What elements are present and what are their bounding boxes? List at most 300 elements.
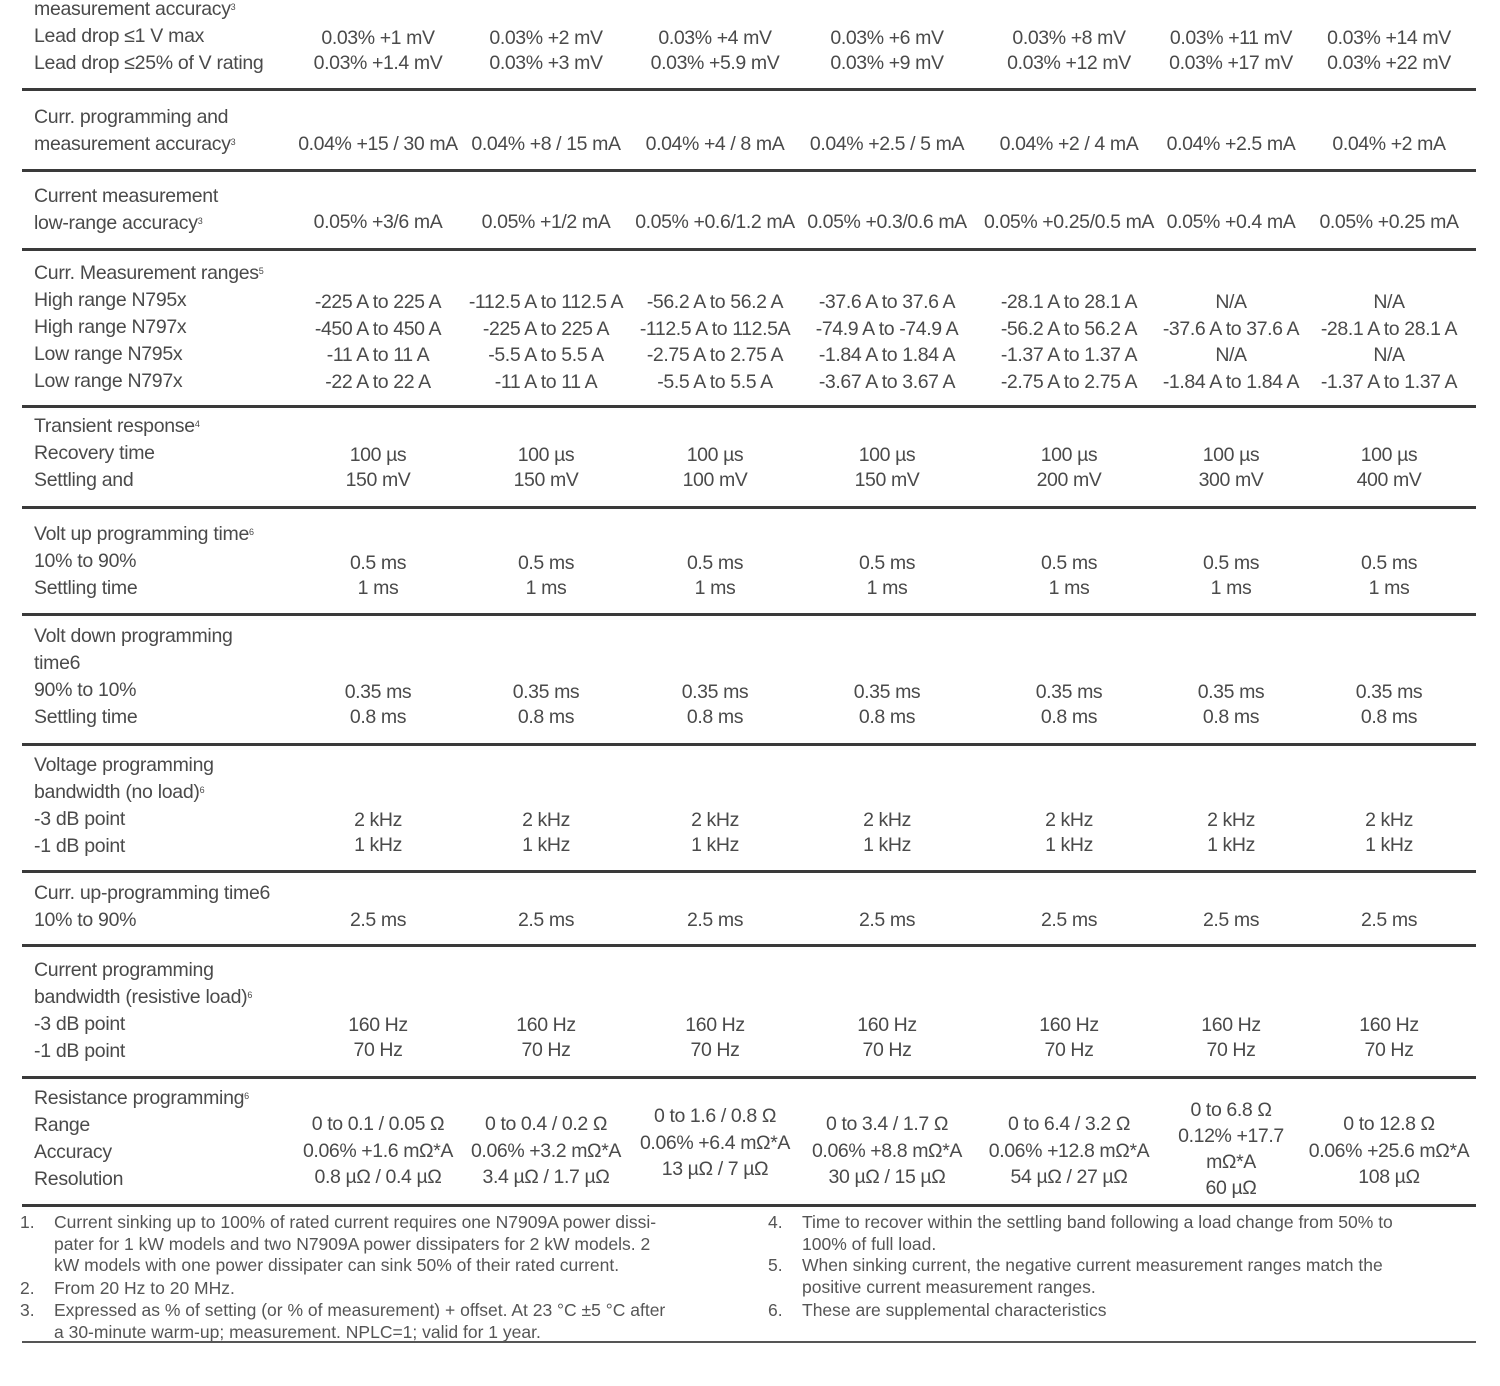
value-cell [345,680,412,730]
row-label-line [34,1085,314,1112]
value-text: 0 to 0.1 / 0.05 Ω [311,1113,445,1135]
row-label-line [34,623,314,650]
value-cell [1178,1097,1284,1201]
row-label-line [34,677,314,704]
footnote-number: 6. [768,1300,783,1320]
value-text: 1 ms [866,577,908,599]
value-text: 0.03% +6 mV [830,27,944,49]
value-text: 2 kHz [691,809,739,831]
value-text: 100 µs [686,444,744,466]
value-text: 2.5 ms [1202,909,1260,931]
value-text: N/A [1373,344,1405,366]
row-label-line [34,833,314,860]
row-divider [22,1204,1476,1207]
value-text: 160 Hz [1039,1014,1099,1036]
value-text: 0.03% +22 mV [1327,52,1451,74]
value-cell [989,1111,1149,1191]
value-cell [314,210,443,235]
value-text: 70 Hz [1044,1039,1094,1061]
row-label-text: Volt down programming [34,625,233,647]
footnote-text [802,1255,1383,1298]
value-text: 2 kHz [863,809,911,831]
value-cell [518,551,574,601]
value-text: -56.2 A to 56.2 A [646,291,784,313]
value-cell [1037,443,1102,493]
value-text: 2.5 ms [349,909,407,931]
value-text: -56.2 A to 56.2 A [1000,317,1138,340]
value-cell [1199,443,1264,493]
value-cell [1167,132,1296,157]
value-cell [646,132,785,157]
value-text: 0.5 ms [349,552,407,574]
row-label-text: time6 [34,652,81,674]
row-divider [22,88,1476,91]
value-cell [489,26,602,76]
value-text: 0.04% +2.5 mA [1166,133,1296,155]
footnote-line: Time to recover within the settling band following a load change from 50% to [802,1212,1393,1232]
value-text: 2 kHz [354,809,402,831]
value-text: 0.03% +17 mV [1169,52,1293,74]
value-text: 0.04% +2 / 4 mA [999,133,1139,155]
value-text: 0.5 ms [858,552,916,574]
value-cell [1327,26,1451,76]
value-text: -22 A to 22 A [325,370,431,393]
value-cell [859,908,915,933]
value-text: -225 A to 225 A [314,291,442,313]
value-text: 0.03% +8 mV [1012,27,1126,49]
value-cell [516,1013,575,1063]
value-text: 0.03% +2 mV [489,27,603,49]
value-text: -37.6 A to 37.6 A [1162,317,1300,340]
value-cell [691,808,739,858]
value-text: 0.12% +17.7 [1178,1125,1284,1147]
value-cell [469,289,623,395]
row-label-text: Volt up programming time [34,523,249,545]
value-text: 0.04% +8 / 15 mA [471,133,621,155]
value-text: 160 Hz [685,1014,745,1036]
row-label-text: 10% to 90% [34,909,137,931]
row-label-text: Range [34,1114,90,1136]
value-cell [1001,289,1137,395]
row-label-line [34,23,314,50]
row-label-volt-bw [34,752,314,860]
row-label-text: -3 dB point [34,1013,126,1035]
value-cell [1319,210,1458,235]
value-text: 0.05% +0.6/1.2 mA [635,211,795,233]
value-cell [314,26,443,76]
value-cell [855,443,920,493]
footnote-text [54,1300,665,1343]
value-text: 0.05% +3/6 mA [313,211,443,233]
value-cell [683,443,748,493]
row-divider [22,1076,1476,1079]
row-label-line [34,575,314,602]
value-cell [514,443,579,493]
row-label-line [34,50,314,77]
row-label-text: Transient response [34,415,195,437]
footnote-number: 5. [768,1255,783,1275]
value-text: 0.8 ms [349,706,407,728]
value-text: 0.06% +12.8 mΩ*A [988,1139,1150,1162]
value-cell [1039,1013,1098,1063]
value-cell [682,680,749,730]
value-text: 70 Hz [1206,1039,1256,1061]
row-label-line [34,704,314,731]
row-label-line [34,413,314,440]
row-label-curr-ranges [34,260,314,395]
value-text: 0.06% +8.8 mΩ*A [811,1139,963,1162]
value-cell [812,1111,962,1191]
value-text: -112.5 A to 112.5 A [468,291,624,313]
row-label-line [34,1139,314,1166]
value-cell [854,680,921,730]
row-label-resistance [34,1085,314,1193]
row-label-line [34,984,314,1011]
row-label-text: -1 dB point [34,835,126,857]
value-text: 0 to 6.8 Ω [1190,1099,1272,1121]
footnote-line: 100% of full load. [802,1233,937,1254]
row-divider [22,613,1476,616]
value-cell [1357,443,1422,493]
footnote-marker: 6 [248,527,254,537]
value-text: 2 kHz [1207,809,1255,831]
value-text: 70 Hz [862,1039,912,1061]
value-cell [1041,551,1097,601]
value-cell [303,1111,453,1191]
row-label-text: Curr. up-programming time6 [34,882,271,904]
value-text: -11 A to 11 A [494,370,598,393]
row-label-line [34,440,314,467]
value-cell [1000,132,1139,157]
value-cell [1041,908,1097,933]
footnote-line: These are supplemental characteristics [802,1300,1107,1320]
row-label-line [34,260,314,287]
value-text: 100 µs [349,444,407,466]
value-text: 0.06% +6.4 mΩ*A [639,1131,791,1154]
row-label-text: Curr. programming and [34,106,229,128]
row-label-text: Settling time [34,706,138,728]
row-label-text: Settling and [34,469,134,491]
value-cell [807,210,967,235]
value-text: 1 kHz [1045,834,1093,856]
value-cell [640,1103,790,1183]
row-label-text: Current programming [34,959,214,981]
row-label-line [34,467,314,494]
value-text: 0.8 ms [686,706,744,728]
value-text: 2.5 ms [1040,909,1098,931]
value-text: -28.1 A to 28.1 A [1000,291,1138,313]
footnote-line: From 20 Hz to 20 MHz. [54,1278,235,1298]
footnote-number: 4. [768,1212,783,1232]
value-text: 0.8 ms [1202,706,1260,728]
row-label-line [34,907,314,934]
value-cell [859,551,915,601]
value-text: 0.03% +11 mV [1169,27,1293,49]
value-text: 0.5 ms [1040,552,1098,574]
row-label-line [34,287,314,314]
value-text: 0.05% +0.25 mA [1319,211,1459,233]
value-cell [1163,289,1299,395]
value-cell [348,1013,407,1063]
row-label-line [34,880,314,907]
footnote-text [802,1300,1106,1322]
footnote-marker: 6 [199,785,205,795]
value-text: 0 to 3.4 / 1.7 Ω [825,1113,949,1135]
value-cell [482,210,611,235]
value-text: 1 kHz [1365,834,1413,856]
value-text: -5.5 A to 5.5 A [657,370,773,393]
footnote-line: positive current measurement ranges. [802,1276,1096,1297]
value-cell [1361,551,1417,601]
value-text: 0.05% +0.4 mA [1166,211,1296,233]
value-text: 160 Hz [348,1014,408,1036]
value-text: 1 ms [1210,577,1252,599]
value-cell [1007,26,1131,76]
value-text: 54 µΩ / 27 µΩ [1010,1166,1128,1188]
value-text: 0.04% +15 / 30 mA [298,133,458,155]
value-cell [1203,551,1259,601]
value-text: 0.8 ms [858,706,916,728]
row-label-volt-down [34,623,314,731]
value-text: 1 kHz [863,834,911,856]
row-label-line [34,183,314,210]
row-label-line [34,752,314,779]
footnote-marker: 3 [230,2,236,12]
value-text: 1 ms [694,577,736,599]
row-label-line [34,779,314,806]
value-text: 1 kHz [691,834,739,856]
value-text: -1.84 A to 1.84 A [1162,370,1300,393]
row-label-line [34,1112,314,1139]
value-text: -1.84 A to 1.84 A [818,344,956,366]
footnote-marker: 4 [194,419,200,429]
value-text: 3.4 µΩ / 1.7 µΩ [482,1166,610,1188]
value-text: 0.35 ms [1355,681,1423,703]
row-label-v-accuracy [34,0,314,77]
footnote-text [54,1278,235,1300]
value-text: N/A [1215,344,1247,366]
row-label-text: High range N797x [34,316,187,338]
row-divider [22,405,1476,408]
value-cell [687,551,743,601]
value-text: 150 mV [345,469,411,491]
footnote-line: a 30-minute warm-up; measurement. NPLC=1; valid for 1 year. [54,1321,541,1342]
value-cell [1045,808,1093,858]
value-cell [1167,210,1296,235]
value-text: 200 mV [1036,469,1102,491]
value-cell [471,132,620,157]
row-label-text: Lead drop ≤25% of V rating [34,52,264,74]
value-text: 2.5 ms [517,909,575,931]
row-label-text: 90% to 10% [34,679,137,701]
row-label-text: Lead drop ≤1 V max [34,25,205,47]
row-label-curr-bw [34,957,314,1065]
value-text: 150 mV [854,469,920,491]
value-cell [1198,680,1265,730]
footnote-line: Expressed as % of setting (or % of measurement) + offset. At 23 °C ±5 °C after [54,1300,666,1320]
value-text: 0.35 ms [512,681,580,703]
value-text: 13 µΩ / 7 µΩ [661,1158,769,1180]
value-text: 1 ms [1048,577,1090,599]
row-label-line [34,650,314,677]
value-text: -5.5 A to 5.5 A [488,344,604,366]
row-label-line [34,521,314,548]
value-text: 0.35 ms [853,681,921,703]
footnote-marker: 6 [244,1091,249,1101]
footnote-marker: 3 [197,216,203,226]
value-cell [350,551,406,601]
footnote-marker: 5 [258,266,264,276]
value-cell [350,908,406,933]
footnote-line: Current sinking up to 100% of rated current requires one N7909A power dissi- [54,1212,657,1232]
value-text: -2.75 A to 2.75 A [646,344,784,366]
value-text: 400 mV [1356,469,1422,491]
row-label-text: Low range N797x [34,370,183,392]
value-text: 0.5 ms [517,552,575,574]
row-label-line [34,1166,314,1193]
value-text: 2.5 ms [858,909,916,931]
value-text: 0.5 ms [1360,552,1418,574]
value-text: 100 µs [1040,444,1098,466]
value-cell [315,289,441,395]
row-divider [22,870,1476,873]
value-cell [298,132,458,157]
value-text: 0.03% +9 mV [830,52,944,74]
row-label-text: Voltage programming [34,754,214,776]
value-cell [346,443,411,493]
row-label-line [34,957,314,984]
row-label-text: -3 dB point [34,808,126,830]
value-cell [522,808,570,858]
value-cell [1321,289,1457,395]
value-text: 70 Hz [690,1039,740,1061]
value-text: 70 Hz [1364,1039,1414,1061]
row-label-volt-up [34,521,314,602]
value-text: 0.35 ms [681,681,749,703]
value-cell [1309,1111,1469,1191]
value-text: 0.05% +0.3/0.6 mA [807,211,967,233]
row-label-text: bandwidth (resistive load) [34,986,248,1008]
footnote-text [54,1212,656,1277]
value-text: -112.5 A to 112.5A [639,317,791,340]
value-text: 1 kHz [1207,834,1255,856]
value-text: 0.8 ms [1040,706,1098,728]
value-cell [984,210,1154,235]
value-text: 0.03% +1 mV [321,27,435,49]
value-text: -3.67 A to 3.67 A [818,370,956,393]
value-cell [1356,680,1423,730]
value-cell [635,210,795,235]
row-label-curr-prog [34,104,314,158]
value-text: 1 ms [357,577,399,599]
value-text: 70 Hz [353,1039,403,1061]
value-text: 160 Hz [1201,1014,1261,1036]
row-label-line [34,0,314,23]
value-text: 0.06% +1.6 mΩ*A [302,1139,454,1162]
value-text: -1.37 A to 1.37 A [1320,370,1458,393]
value-cell [518,908,574,933]
value-text: 0.03% +14 mV [1327,27,1451,49]
value-text: 0 to 1.6 / 0.8 Ω [653,1105,777,1127]
value-text: 100 µs [517,444,575,466]
value-text: 0.05% +0.25/0.5 mA [983,211,1155,233]
value-cell [810,132,964,157]
value-text: 1 ms [1368,577,1410,599]
row-label-line [34,104,314,131]
value-text: 70 Hz [521,1039,571,1061]
row-label-text: bandwidth (no load) [34,781,200,803]
row-label-line [34,548,314,575]
row-label-line [34,210,314,237]
value-text: 0.35 ms [1197,681,1265,703]
footnote-number: 1. [20,1212,35,1232]
value-text: 0.03% +1.4 mV [313,52,443,74]
row-label-line [34,806,314,833]
row-label-text: Accuracy [34,1141,112,1163]
footnote-line: kW models with one power dissipater can sink 50% of their rated current. [54,1255,620,1275]
row-divider [22,248,1476,251]
value-cell [471,1111,621,1191]
value-cell [830,26,943,76]
value-text: 100 µs [1360,444,1418,466]
footnote-number: 2. [20,1278,35,1298]
value-text: 0.35 ms [344,681,412,703]
value-text: 160 Hz [1359,1014,1419,1036]
value-text: 2.5 ms [1360,909,1418,931]
value-cell [651,26,780,76]
value-cell [1359,1013,1418,1063]
value-cell [1361,908,1417,933]
row-label-text: Settling time [34,577,138,599]
row-label-text: Current measurement [34,185,218,207]
value-text: -2.75 A to 2.75 A [1000,370,1138,393]
value-text: 2 kHz [1045,809,1093,831]
row-label-line [34,368,314,395]
value-text: 0.04% +2.5 / 5 mA [809,133,965,155]
value-cell [1201,1013,1260,1063]
value-text: 60 µΩ [1205,1177,1257,1199]
row-label-text: measurement accuracy [34,133,231,155]
value-cell [863,808,911,858]
value-text: 1 kHz [522,834,570,856]
value-cell [1036,680,1103,730]
row-label-text: 10% to 90% [34,550,137,572]
value-cell [857,1013,916,1063]
value-text: 300 mV [1198,469,1264,491]
footnote-text [802,1212,1393,1255]
value-text: 1 ms [525,577,567,599]
value-text: 0.03% +5.9 mV [650,52,780,74]
value-cell [354,808,402,858]
row-label-text: High range N795x [34,289,187,311]
row-divider [22,506,1476,509]
value-text: 0.03% +3 mV [489,52,603,74]
footnote-line: When sinking current, the negative current measurement ranges match the [802,1255,1383,1275]
value-text: 0.5 ms [686,552,744,574]
value-text: 2.5 ms [686,909,744,931]
value-text: 0.06% +3.2 mΩ*A [470,1139,622,1162]
value-text: 0.06% +25.6 mΩ*A [1308,1139,1470,1162]
value-cell [687,908,743,933]
value-text: N/A [1215,291,1247,313]
value-text: 2 kHz [522,809,570,831]
value-text: 100 mV [682,469,748,491]
value-text: mΩ*A [1206,1151,1256,1173]
row-label-text: Low range N795x [34,343,183,365]
value-text: 2 kHz [1365,809,1413,831]
value-text: 160 Hz [857,1014,917,1036]
row-label-text: -1 dB point [34,1040,126,1062]
